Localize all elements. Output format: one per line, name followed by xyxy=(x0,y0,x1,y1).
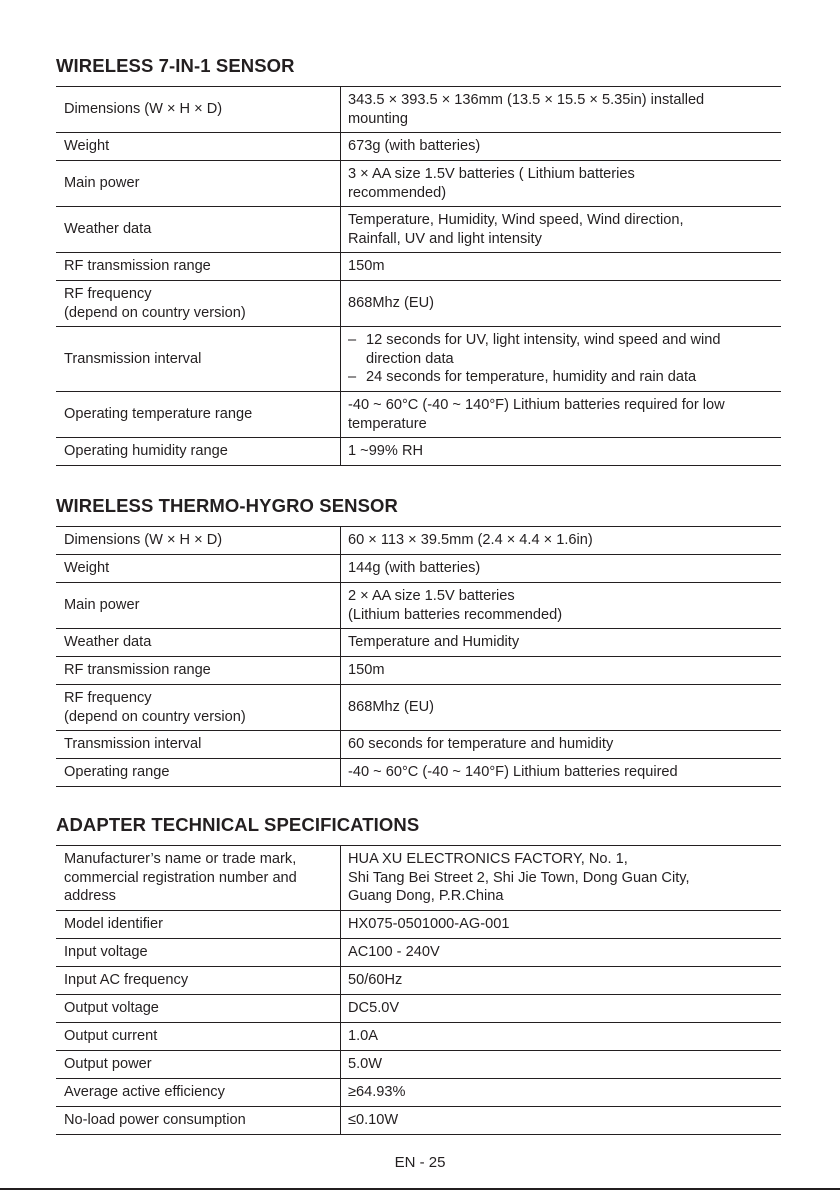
spec-label: Manufacturer’s name or trade mark, commercial registration number and address xyxy=(56,846,341,911)
spec-label: Input AC frequency xyxy=(56,966,341,994)
spec-label: Average active efficiency xyxy=(56,1078,341,1106)
spec-label: Model identifier xyxy=(56,910,341,938)
spec-row xyxy=(56,438,781,466)
spec-value: -40 ~ 60°C (-40 ~ 140°F) Lithium batteries required xyxy=(341,759,782,787)
spec-value: 50/60Hz xyxy=(341,966,782,994)
page-number: EN - 25 xyxy=(394,1154,446,1171)
spec-label: Output power xyxy=(56,1050,341,1078)
spec-row xyxy=(56,87,781,133)
spec-label: Operating temperature range xyxy=(56,392,341,438)
spec-value: AC100 - 240V xyxy=(341,938,782,966)
spec-row xyxy=(56,994,781,1022)
section-title-adapter: ADAPTER TECHNICAL SPECIFICATIONS xyxy=(56,814,420,835)
spec-value: 2 × AA size 1.5V batteries (Lithium batteries recommended) xyxy=(341,583,782,629)
spec-row xyxy=(56,281,781,327)
spec-value: 60 seconds for temperature and humidity xyxy=(341,731,782,759)
bullet-item: – 12 seconds for UV, light intensity, wind speed and wind direction data xyxy=(348,332,721,367)
spec-value: 150m xyxy=(341,657,782,685)
spec-row xyxy=(56,1022,781,1050)
spec-label: Weather data xyxy=(56,629,341,657)
spec-value: 5.0W xyxy=(341,1050,782,1078)
spec-value: 673g (with batteries) xyxy=(341,133,782,161)
spec-row xyxy=(56,327,781,392)
spec-table-7in1 xyxy=(56,86,781,466)
spec-label: Output current xyxy=(56,1022,341,1050)
spec-label: RF frequency (depend on country version) xyxy=(56,685,341,731)
spec-value: Temperature, Humidity, Wind speed, Wind direction, Rainfall, UV and light intensity xyxy=(341,207,782,253)
spec-row xyxy=(56,846,781,911)
spec-row xyxy=(56,938,781,966)
spec-label: Operating humidity range xyxy=(56,438,341,466)
spec-row xyxy=(56,253,781,281)
spec-row xyxy=(56,207,781,253)
spec-value: 150m xyxy=(341,253,782,281)
spec-label: Input voltage xyxy=(56,938,341,966)
spec-value: 868Mhz (EU) xyxy=(341,281,782,327)
spec-label: Transmission interval xyxy=(56,731,341,759)
spec-row xyxy=(56,910,781,938)
spec-row xyxy=(56,1050,781,1078)
spec-label: No-load power consumption xyxy=(56,1106,341,1134)
spec-label: Main power xyxy=(56,583,341,629)
spec-row xyxy=(56,966,781,994)
section-title-thermo-hygro: WIRELESS THERMO-HYGRO SENSOR xyxy=(56,495,398,516)
spec-label: RF frequency (depend on country version) xyxy=(56,281,341,327)
spec-value: ≥64.93% xyxy=(341,1078,782,1106)
spec-row xyxy=(56,527,781,555)
spec-label: Weight xyxy=(56,133,341,161)
spec-value xyxy=(341,327,782,392)
spec-label: Output voltage xyxy=(56,994,341,1022)
spec-value: 343.5 × 393.5 × 136mm (13.5 × 15.5 × 5.35in) installed mounting xyxy=(341,87,782,133)
page-bottom-rule xyxy=(0,1188,840,1190)
spec-row xyxy=(56,583,781,629)
spec-row xyxy=(56,1106,781,1134)
bullet-item: – 24 seconds for temperature, humidity and rain data xyxy=(348,369,697,386)
spec-value: 3 × AA size 1.5V batteries ( Lithium batteries recommended) xyxy=(341,161,782,207)
spec-label: RF transmission range xyxy=(56,657,341,685)
spec-value: -40 ~ 60°C (-40 ~ 140°F) Lithium batteries required for low temperature xyxy=(341,392,782,438)
spec-value: DC5.0V xyxy=(341,994,782,1022)
dash-bullet: – xyxy=(348,332,357,349)
spec-table-adapter xyxy=(56,845,781,1135)
spec-label: Weather data xyxy=(56,207,341,253)
spec-row xyxy=(56,392,781,438)
bullet-list xyxy=(348,331,773,387)
spec-value: 868Mhz (EU) xyxy=(341,685,782,731)
spec-table-thermo-hygro xyxy=(56,526,781,787)
spec-value: ≤0.10W xyxy=(341,1106,782,1134)
spec-value: HUA XU ELECTRONICS FACTORY, No. 1, Shi Tang Bei Street 2, Shi Jie Town, Dong Guan City, Guang Dong, P.R.China xyxy=(341,846,782,911)
spec-label: Main power xyxy=(56,161,341,207)
spec-row xyxy=(56,133,781,161)
spec-label: Weight xyxy=(56,555,341,583)
spec-row xyxy=(56,685,781,731)
spec-row xyxy=(56,657,781,685)
spec-row xyxy=(56,161,781,207)
spec-label: Dimensions (W × H × D) xyxy=(56,527,341,555)
spec-label: Dimensions (W × H × D) xyxy=(56,87,341,133)
spec-label: Transmission interval xyxy=(56,327,341,392)
spec-row xyxy=(56,629,781,657)
spec-row xyxy=(56,1078,781,1106)
spec-label: Operating range xyxy=(56,759,341,787)
spec-value: 60 × 113 × 39.5mm (2.4 × 4.4 × 1.6in) xyxy=(341,527,782,555)
spec-label: RF transmission range xyxy=(56,253,341,281)
spec-row xyxy=(56,731,781,759)
spec-value: 144g (with batteries) xyxy=(341,555,782,583)
spec-value: Temperature and Humidity xyxy=(341,629,782,657)
spec-value: 1 ~99% RH xyxy=(341,438,782,466)
dash-bullet: – xyxy=(348,369,357,386)
spec-row xyxy=(56,555,781,583)
section-title-7in1: WIRELESS 7-IN-1 SENSOR xyxy=(56,55,295,76)
spec-value: 1.0A xyxy=(341,1022,782,1050)
spec-row xyxy=(56,759,781,787)
spec-value: HX075-0501000-AG-001 xyxy=(341,910,782,938)
